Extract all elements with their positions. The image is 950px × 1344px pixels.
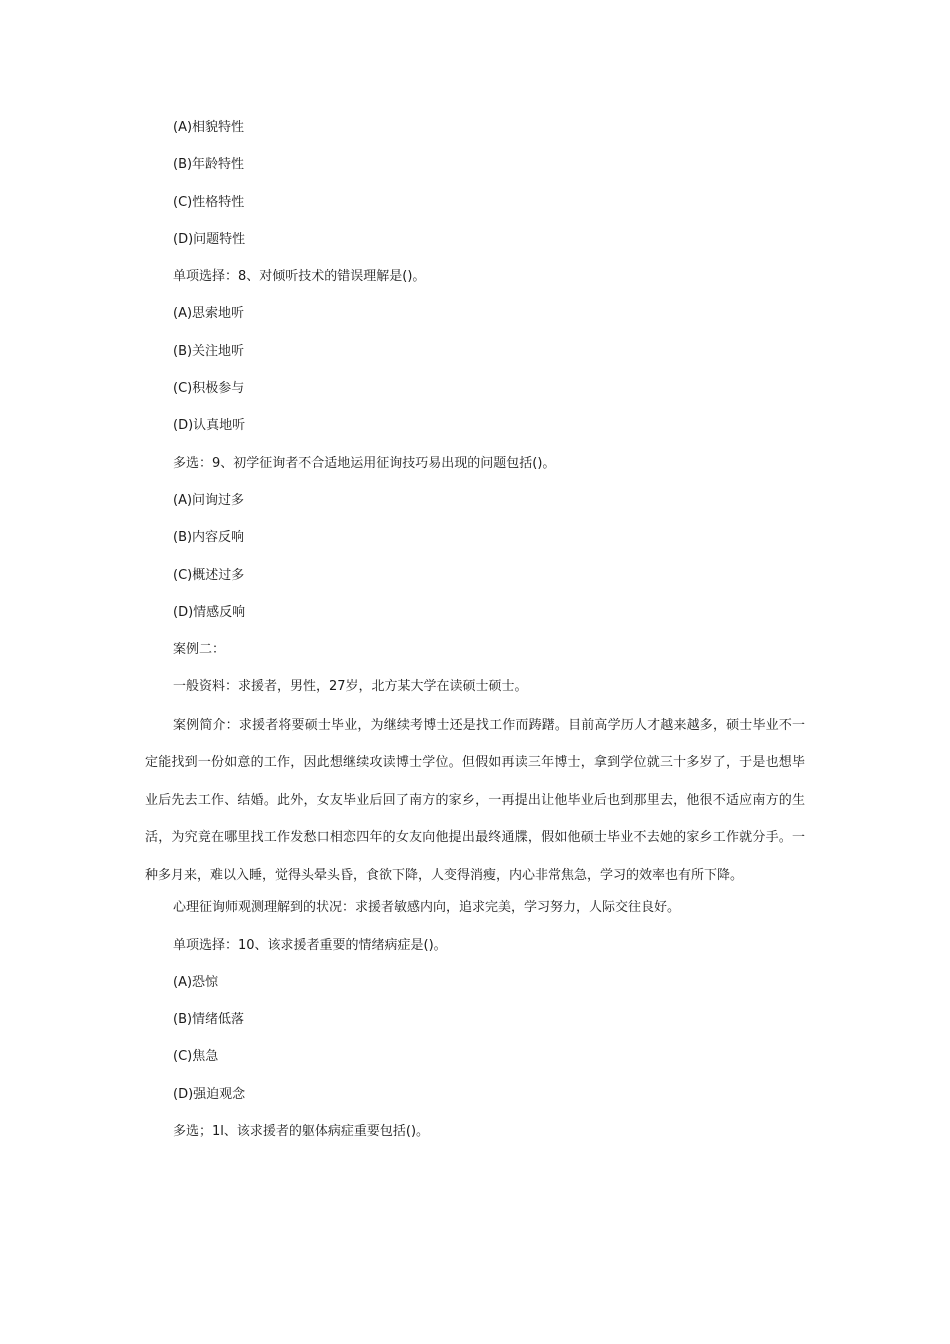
case-heading: 案例二： [173, 642, 226, 658]
question-8: 单项选择：8、对倾听技术的错误理解是()。 [173, 269, 426, 285]
question-11: 多选；1l、该求援者的躯体病症重要包括()。 [173, 1124, 430, 1140]
document-page [145, 118, 805, 1159]
option-b-q8: (B)关注地听 [173, 343, 245, 359]
option-b-q10: (B)情绪低落 [173, 1012, 245, 1028]
counselor-observation: 心理征询师观测理解到的状况：求援者敏感内向，追求完美，学习努力，人际交往良好。 [173, 900, 681, 916]
case-general-info: 一般资料：求援者，男性，27岁，北方某大学在读硕士硕士。 [173, 679, 528, 695]
option-d-q10: (D)强迫观念 [173, 1086, 246, 1102]
option-d-q9: (D)情感反响 [173, 604, 246, 620]
option-c-q9: (C)概述过多 [173, 567, 245, 583]
option-a-q9: (A)问询过多 [173, 492, 245, 508]
option-a-q10: (A)恐惊 [173, 974, 219, 990]
option-a-q8: (A)思索地听 [173, 306, 245, 322]
question-10: 单项选择：10、该求援者重要的情绪病症是()。 [173, 937, 447, 953]
question-9: 多选：9、初学征询者不合适地运用征询技巧易出现的问题包括()。 [173, 455, 556, 471]
option-c-q7: (C)性格特性 [173, 194, 245, 210]
option-a-q7: (A)相貌特性 [173, 120, 245, 135]
option-b-q7: (B)年龄特性 [173, 157, 245, 173]
option-c-q8: (C)积极参与 [173, 381, 245, 397]
case-intro-paragraph: 案例简介：求援者将要硕士毕业，为继续考博士还是找工作而踌躇。目前高学历人才越来越多，硕士毕业不一定能找到一份如意的工作，因此想继续攻读博士学位。但假如再读三年博士，拿到学位就三十多岁了，于是也想毕业后先去工作、结婚。此外，女友毕业后回了南方的家乡，一再提出让他毕业后也到那里去，他很不适应南方的生活，为究竟在哪里找工作发愁口相恋四年的女友向他提出最终通牒，假如他硕士毕业不去她的家乡工作就分手。一种多月来，难以入睡，觉得头晕头昏，食欲下降，人变得消瘦，内心非常焦急，学习的效率也有所下降。 [145, 717, 805, 883]
option-b-q9: (B)内容反响 [173, 530, 245, 546]
option-d-q7: (D)问题特性 [173, 231, 246, 247]
option-c-q10: (C)焦急 [173, 1049, 219, 1065]
option-d-q8: (D)认真地听 [173, 418, 246, 434]
